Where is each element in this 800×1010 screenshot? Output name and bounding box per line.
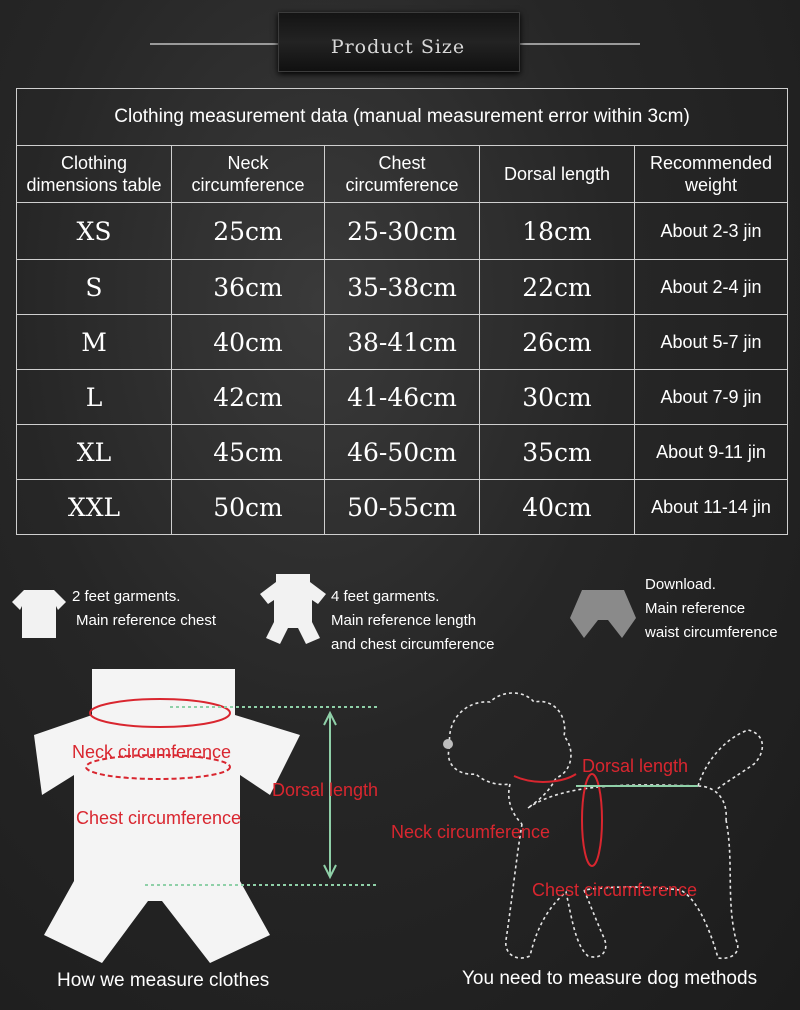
weight-cell: About 5-7 jin (635, 315, 788, 370)
neck-cell: 50cm (172, 480, 325, 535)
neck-cell: 42cm (172, 370, 325, 425)
four-feet-legend: 4 feet garments. Main reference length and chest circumference (331, 588, 495, 653)
download-legend: Download. Main reference waist circumference (645, 576, 778, 641)
page-title: Product Size (330, 36, 466, 58)
clothes-neck-label: Neck circumference (72, 742, 232, 762)
col-header-neck: Neck circumference (172, 146, 325, 203)
clothes-caption: How we measure clothes (57, 970, 270, 991)
dog-neck-label: Neck circumference (391, 822, 551, 842)
two-feet-garment-icon (10, 588, 68, 640)
dorsal-cell: 30cm (480, 370, 635, 425)
four-feet-garment-icon (258, 572, 328, 646)
dog-caption: You need to measure dog methods (462, 968, 758, 989)
chest-cell: 38-41cm (325, 315, 480, 370)
table-row (17, 260, 788, 315)
size-cell: XXL (17, 480, 172, 535)
dog-chest-label: Chest circumference (532, 880, 698, 900)
banner-rule-left (150, 43, 280, 45)
dorsal-cell: 26cm (480, 315, 635, 370)
table-row (17, 315, 788, 370)
chest-cell: 46-50cm (325, 425, 480, 480)
dorsal-cell: 22cm (480, 260, 635, 315)
download-garment-icon (568, 588, 638, 640)
table-row (17, 480, 788, 535)
weight-cell: About 11-14 jin (635, 480, 788, 535)
chest-cell: 35-38cm (325, 260, 480, 315)
chest-cell: 25-30cm (325, 203, 480, 260)
size-cell: XL (17, 425, 172, 480)
col-header-chest: Chest circumference (325, 146, 480, 203)
neck-cell: 40cm (172, 315, 325, 370)
dog-dorsal-label: Dorsal length (582, 756, 689, 776)
neck-cell: 25cm (172, 203, 325, 260)
col-header-dorsal: Dorsal length (480, 146, 635, 203)
clothes-dorsal-label: Dorsal length (272, 780, 379, 800)
table-row (17, 370, 788, 425)
col-header-weight: Recommended weight (635, 146, 788, 203)
banner-rule-right (518, 43, 640, 45)
chest-cell: 50-55cm (325, 480, 480, 535)
table-row (17, 425, 788, 480)
table-row (17, 203, 788, 260)
dorsal-cell: 40cm (480, 480, 635, 535)
size-table (16, 88, 788, 535)
size-cell: L (17, 370, 172, 425)
size-cell: S (17, 260, 172, 315)
size-cell: M (17, 315, 172, 370)
col-header-size: Clothing dimensions table (17, 146, 172, 203)
table-caption: Clothing measurement data (manual measurement error within 3cm) (17, 89, 788, 146)
weight-cell: About 2-3 jin (635, 203, 788, 260)
neck-cell: 36cm (172, 260, 325, 315)
chest-cell: 41-46cm (325, 370, 480, 425)
size-cell: XS (17, 203, 172, 260)
dorsal-cell: 18cm (480, 203, 635, 260)
neck-cell: 45cm (172, 425, 325, 480)
weight-cell: About 2-4 jin (635, 260, 788, 315)
weight-cell: About 7-9 jin (635, 370, 788, 425)
dorsal-cell: 35cm (480, 425, 635, 480)
clothes-chest-label: Chest circumference (76, 808, 242, 828)
weight-cell: About 9-11 jin (635, 425, 788, 480)
two-feet-legend: 2 feet garments. Main reference chest (72, 588, 217, 629)
table-header-row (17, 146, 788, 203)
